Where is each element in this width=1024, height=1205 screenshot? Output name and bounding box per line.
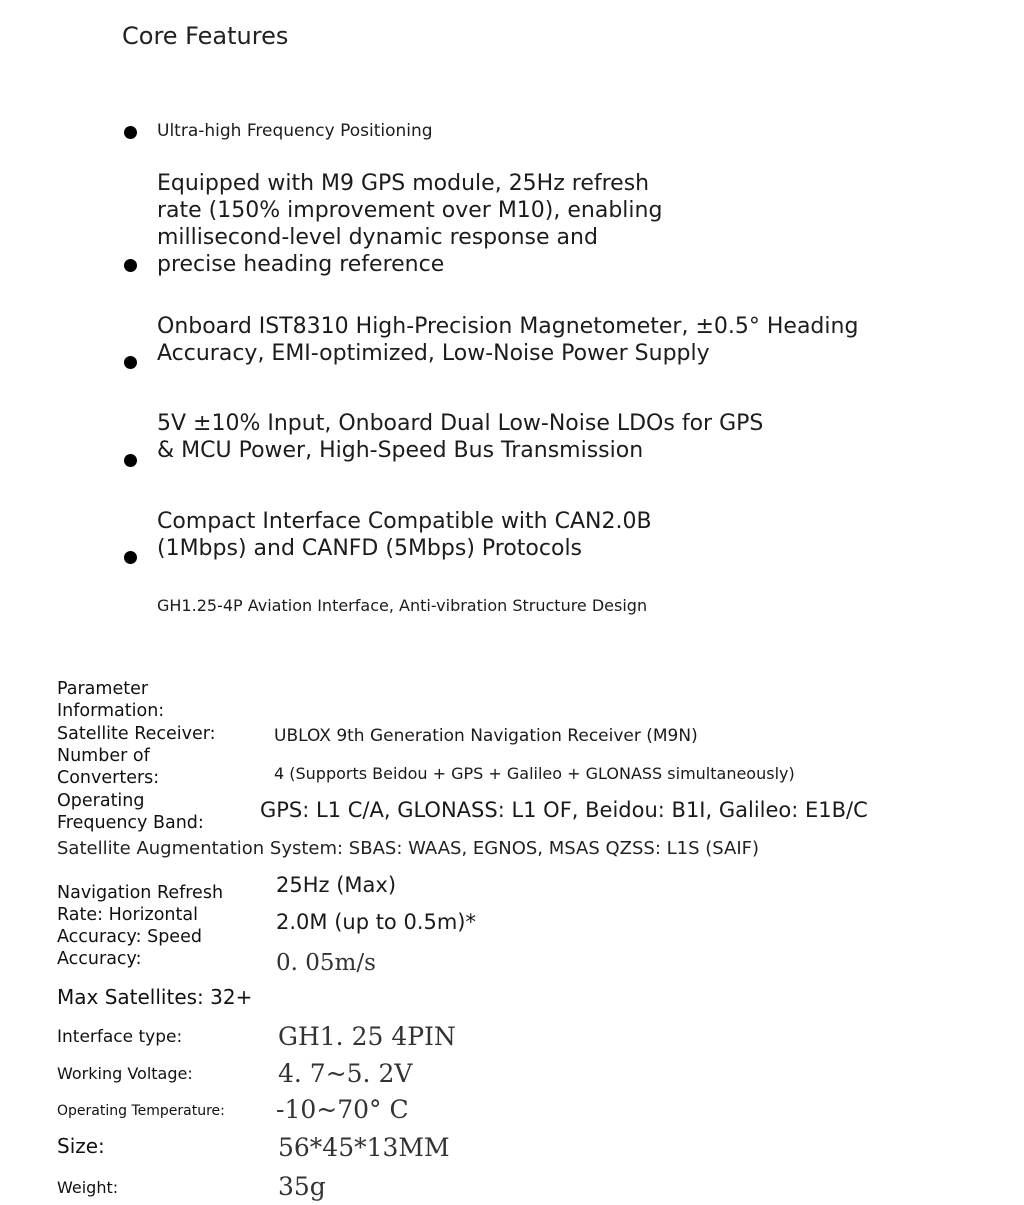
speed-accuracy-value: 0. 05m/s [276, 950, 376, 976]
parameter-heading-line: Information: [57, 701, 165, 721]
feature-item [157, 595, 647, 617]
band-label [57, 790, 204, 834]
refresh-label-line: Accuracy: Speed [57, 927, 202, 947]
feature-item [157, 120, 433, 142]
bullet-icon [124, 356, 137, 369]
feature-line: precise heading reference [157, 252, 445, 277]
converters-label-line: Converters: [57, 768, 160, 788]
refresh-label [57, 882, 223, 970]
converters-label-line: Number of [57, 746, 150, 766]
bullet-icon [124, 259, 137, 272]
receiver-label: Satellite Receiver: [57, 724, 216, 744]
voltage-value: 4. 7~5. 2V [278, 1059, 413, 1088]
interface-value: GH1. 25 4PIN [278, 1022, 456, 1051]
temperature-value: -10~70° C [276, 1095, 409, 1124]
size-value: 56*45*13MM [278, 1133, 450, 1162]
feature-item [157, 410, 763, 464]
weight-label: Weight: [57, 1178, 119, 1197]
feature-line: Onboard IST8310 High-Precision Magnetometer, ±0.5° Heading [157, 314, 859, 339]
bullet-icon [124, 126, 137, 139]
feature-line: Equipped with M9 GPS module, 25Hz refresh [157, 171, 650, 196]
refresh-value: 25Hz (Max) [276, 873, 397, 897]
feature-line: millisecond-level dynamic response and [157, 225, 598, 250]
converters-label [57, 745, 159, 789]
parameter-heading-line: Parameter [57, 679, 149, 699]
feature-line: GH1.25-4P Aviation Interface, Anti-vibration Structure Design [157, 596, 648, 615]
horizontal-accuracy-value: 2.0M (up to 0.5m)* [276, 910, 477, 934]
refresh-label-line: Rate: Horizontal [57, 905, 198, 925]
bullet-icon [124, 551, 137, 564]
feature-line: Accuracy, EMI-optimized, Low-Noise Power Supply [157, 341, 710, 366]
augmentation-row: Satellite Augmentation System: SBAS: WAAS, EGNOS, MSAS QZSS: L1S (SAIF) [57, 838, 760, 859]
feature-line: & MCU Power, High-Speed Bus Transmission [157, 438, 644, 463]
feature-line: Ultra-high Frequency Positioning [157, 121, 433, 141]
section-title-core-features: Core Features [122, 22, 289, 50]
feature-line: 5V ±10% Input, Onboard Dual Low-Noise LDOs for GPS [157, 411, 764, 436]
interface-label: Interface type: [57, 1027, 183, 1047]
feature-item [157, 508, 652, 562]
voltage-label: Working Voltage: [57, 1064, 193, 1083]
refresh-label-line: Navigation Refresh [57, 883, 224, 903]
size-label: Size: [57, 1134, 105, 1158]
band-value: GPS: L1 C/A, GLONASS: L1 OF, Beidou: B1I, Galileo: E1B/C [260, 798, 868, 822]
converters-value: 4 (Supports Beidou + GPS + Galileo + GLONASS simultaneously) [274, 764, 795, 783]
feature-item [157, 313, 858, 367]
feature-item [157, 170, 662, 278]
bullet-icon [124, 454, 137, 467]
feature-line: rate (150% improvement over M10), enabling [157, 198, 663, 223]
refresh-label-line: Accuracy: [57, 949, 142, 969]
weight-value: 35g [278, 1172, 326, 1201]
parameter-heading [57, 678, 164, 722]
band-label-line: Operating [57, 791, 145, 811]
feature-line: (1Mbps) and CANFD (5Mbps) Protocols [157, 536, 583, 561]
max-satellites: Max Satellites: 32+ [57, 985, 253, 1009]
feature-line: Compact Interface Compatible with CAN2.0B [157, 509, 652, 534]
temperature-label: Operating Temperature: [57, 1103, 225, 1119]
receiver-value: UBLOX 9th Generation Navigation Receiver (M9N) [274, 726, 698, 746]
band-label-line: Frequency Band: [57, 813, 204, 833]
